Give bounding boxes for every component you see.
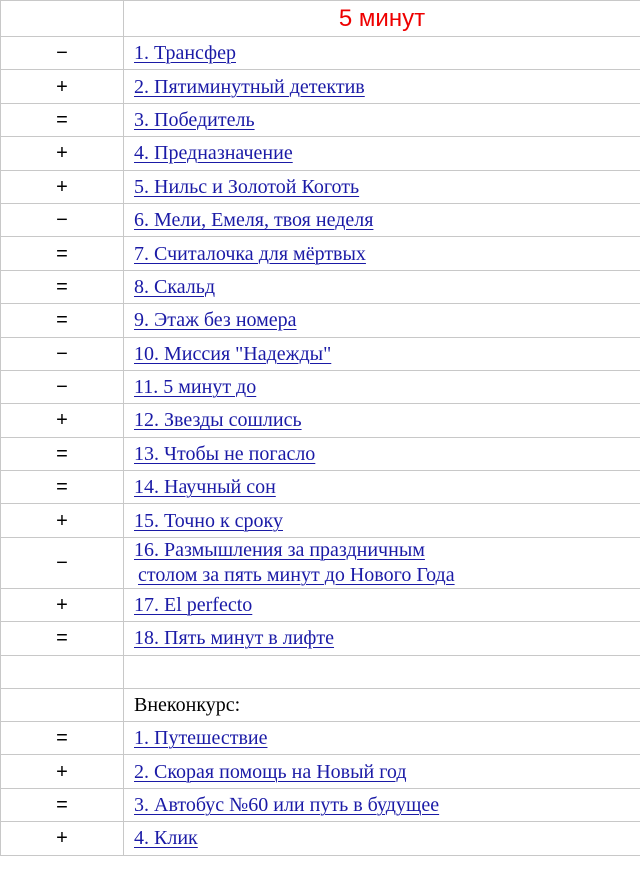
vote-mark: = <box>1 304 124 337</box>
vote-mark: + <box>1 504 124 537</box>
table-row <box>1 622 640 655</box>
table-row <box>1 788 640 821</box>
entry-link[interactable]: 4. Предназначение <box>134 142 293 165</box>
entry-link[interactable]: 17. El perfecto <box>134 594 253 617</box>
vote-mark: = <box>1 103 124 136</box>
table-row <box>1 504 640 537</box>
table-row <box>1 170 640 203</box>
vote-mark: + <box>1 755 124 788</box>
table-row <box>1 588 640 621</box>
vote-mark: = <box>1 622 124 655</box>
entry-link[interactable]: 14. Научный сон <box>134 476 276 499</box>
vote-mark: + <box>1 137 124 170</box>
vote-mark: = <box>1 270 124 303</box>
offcontest-heading: Внеконкурс: <box>124 688 640 721</box>
offcontest-entry-link[interactable]: 4. Клик <box>134 827 198 850</box>
empty-cell <box>1 655 124 688</box>
vote-mark: + <box>1 70 124 103</box>
entry-link[interactable]: 15. Точно к сроку <box>134 509 283 532</box>
entry-link[interactable]: 6. Мели, Емеля, твоя неделя <box>134 209 374 232</box>
entry-link[interactable]: 10. Миссия "Надежды" <box>134 342 332 365</box>
table-row <box>1 304 640 337</box>
table-row <box>1 70 640 103</box>
vote-mark: − <box>1 37 124 70</box>
table-row <box>1 822 640 855</box>
entry-link[interactable]: 8. Скальд <box>134 275 216 298</box>
entry-link[interactable]: 12. Звезды сошлись <box>134 409 302 432</box>
empty-cell <box>1 688 124 721</box>
table-row <box>1 471 640 504</box>
entry-link[interactable]: 5. Нильс и Золотой Коготь <box>134 175 360 198</box>
entry-link[interactable]: 2. Пятиминутный детектив <box>134 75 365 98</box>
entry-link[interactable]: 11. 5 минут до <box>134 376 257 399</box>
vote-mark: = <box>1 471 124 504</box>
vote-mark: − <box>1 203 124 236</box>
entry-link[interactable]: 9. Этаж без номера <box>134 309 297 332</box>
vote-mark: + <box>1 588 124 621</box>
table-row <box>1 537 640 588</box>
table-row <box>1 37 640 70</box>
empty-cell <box>124 655 640 688</box>
entry-link[interactable]: 1. Трансфер <box>134 42 236 65</box>
offcontest-heading-row <box>1 688 640 721</box>
header-row <box>1 1 640 37</box>
header-mark-cell <box>1 1 124 37</box>
vote-mark: − <box>1 337 124 370</box>
table-row <box>1 137 640 170</box>
vote-mark: + <box>1 404 124 437</box>
table-row <box>1 722 640 755</box>
table-row <box>1 237 640 270</box>
offcontest-entry-link[interactable]: 2. Скорая помощь на Новый год <box>134 760 407 783</box>
entry-link[interactable]: 18. Пять минут в лифте <box>134 627 335 650</box>
table-row <box>1 203 640 236</box>
vote-mark: = <box>1 237 124 270</box>
vote-mark: − <box>1 370 124 403</box>
entry-link[interactable] <box>134 539 640 588</box>
vote-mark: = <box>1 437 124 470</box>
vote-mark: + <box>1 822 124 855</box>
entry-link-line-1: 16. Размышления за праздничным <box>134 538 425 561</box>
table-row <box>1 270 640 303</box>
offcontest-entry-link[interactable]: 3. Автобус №60 или путь в будущее <box>134 794 440 816</box>
entry-link[interactable]: 3. Победитель <box>134 108 255 131</box>
table-row <box>1 103 640 136</box>
vote-mark: + <box>1 170 124 203</box>
blank-row <box>1 655 640 688</box>
table-row <box>1 404 640 437</box>
vote-mark: = <box>1 722 124 755</box>
table-row <box>1 755 640 788</box>
entry-link[interactable]: 13. Чтобы не погасло <box>134 442 316 465</box>
vote-mark: = <box>1 788 124 821</box>
vote-mark: − <box>1 537 124 588</box>
entry-link[interactable]: 7. Считалочка для мёртвых <box>134 242 366 265</box>
offcontest-entry-link[interactable]: 1. Путешествие <box>134 727 268 750</box>
contest-title: 5 минут <box>124 1 640 37</box>
table-row <box>1 337 640 370</box>
entry-link-line-2: столом за пять минут до Нового Года <box>138 563 455 586</box>
table-row <box>1 370 640 403</box>
table-row <box>1 437 640 470</box>
